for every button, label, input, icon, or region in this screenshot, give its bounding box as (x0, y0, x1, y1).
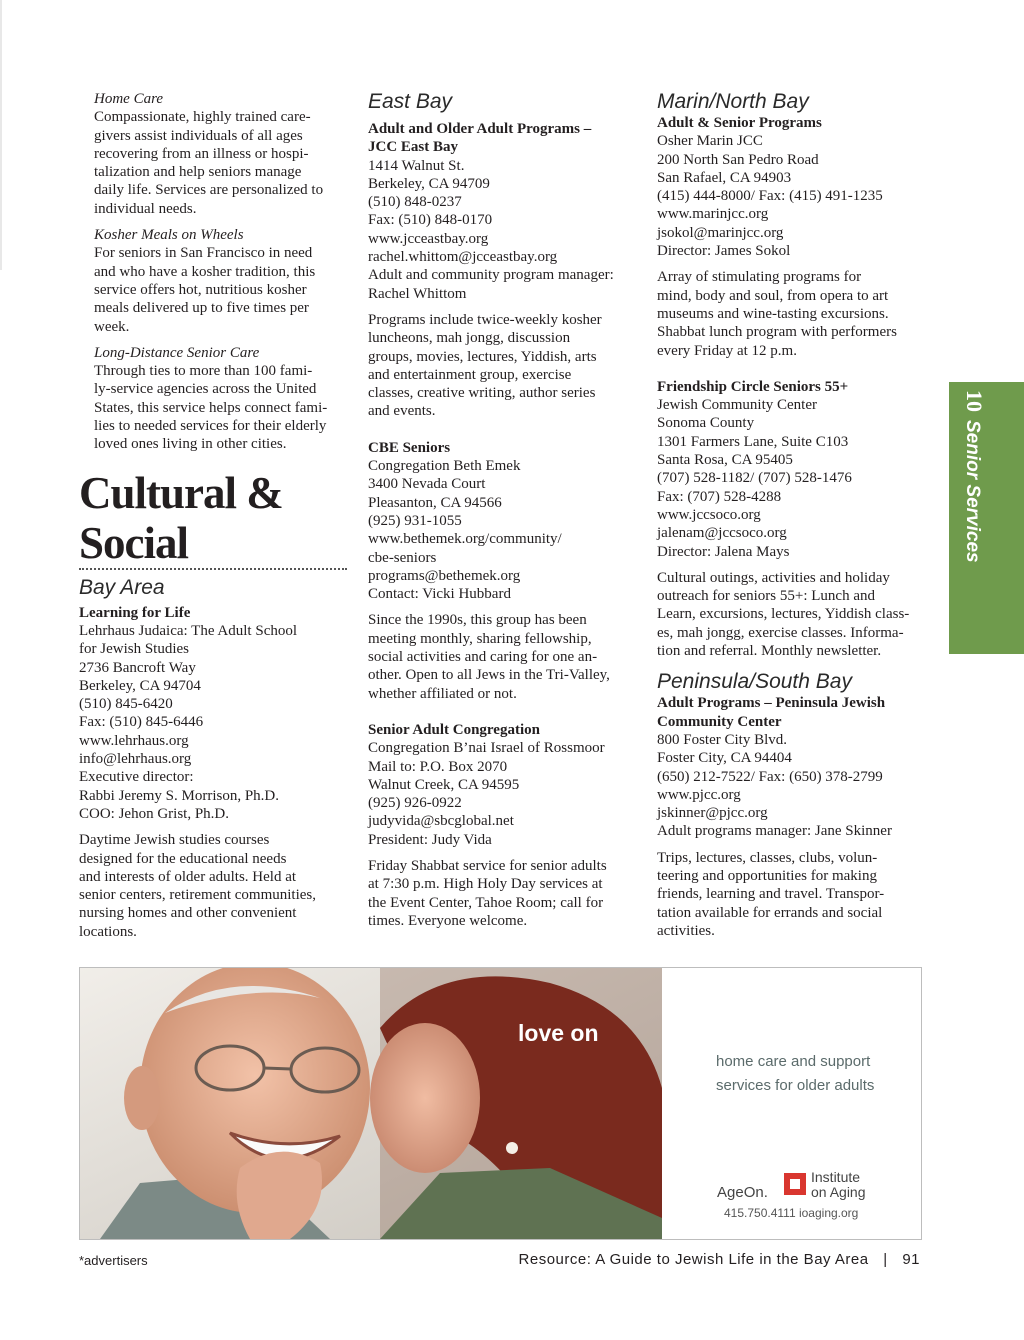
chapter-label: Senior Services (962, 420, 983, 563)
text-line: Adult Programs – Peninsula Jewish (657, 695, 886, 712)
ad-photo-couple (80, 968, 662, 1239)
chapter-number: 10 (962, 390, 987, 412)
region-east-bay: East Bay (368, 90, 453, 113)
text-line: programs@bethemek.org (368, 567, 521, 584)
advertisement (79, 967, 922, 1240)
text-line: classes, creative writing, author series (368, 385, 596, 402)
text-line: jskinner@pjcc.org (657, 805, 768, 822)
text-line: 2736 Bancroft Way (79, 659, 196, 676)
page-number: 91 (902, 1251, 920, 1268)
text-line: www.lehrhaus.org (79, 732, 189, 749)
text-line: tion and referral. Monthly newsletter. (657, 643, 882, 660)
text-line: home care and support (716, 1053, 871, 1070)
text-line: Through ties to more than 100 fami- (94, 363, 313, 380)
text-line: Shabbat lunch program with performers (657, 324, 897, 341)
text-line: talization and help seniors manage (94, 164, 302, 181)
text-line: on Aging (811, 1184, 866, 1200)
text-line: and who have a kosher tradition, this (94, 263, 316, 280)
friendship-circle-contact (657, 396, 929, 561)
text-line: designed for the educational needs (79, 850, 287, 867)
kosher-meals-title: Kosher Meals on Wheels (94, 227, 244, 244)
text-line: Friday Shabbat service for senior adults (368, 857, 607, 874)
footer-separator: | (883, 1251, 888, 1268)
text-line: meeting monthly, sharing fellowship, (368, 630, 592, 647)
text-line: groups, movies, lectures, Yiddish, arts (368, 348, 597, 365)
text-line: luncheons, mah jongg, discussion (368, 330, 571, 347)
text-line: (925) 931-1055 (368, 512, 462, 529)
institute-logo-icon (784, 1173, 806, 1195)
text-line: Contact: Vicki Hubbard (368, 586, 511, 603)
text-line: social activities and caring for one an- (368, 649, 598, 666)
text-line: Sonoma County (657, 415, 755, 432)
text-line: 3400 Nevada Court (368, 476, 486, 493)
text-line: nursing homes and other convenient (79, 905, 297, 922)
text-line: Daytime Jewish studies courses (79, 832, 270, 849)
column-1 (79, 90, 347, 941)
text-line: 800 Foster City Blvd. (657, 731, 788, 748)
text-line: and events. (368, 403, 436, 420)
text-line: Adult programs manager: Jane Skinner (657, 823, 892, 840)
text-line: week. (94, 318, 130, 335)
text-line: Foster City, CA 94404 (657, 750, 792, 767)
text-line: (510) 845-6420 (79, 696, 173, 713)
text-line: Fax: (510) 845-6446 (79, 714, 204, 731)
text-line: Executive director: (79, 769, 194, 786)
region-marin-north-bay: Marin/North Bay (657, 90, 809, 113)
learning-for-life-contact (79, 622, 347, 823)
text-line: Berkeley, CA 94704 (79, 677, 201, 694)
text-line: COO: Jehon Grist, Ph.D. (79, 805, 230, 822)
text-line: givers assist individuals of all ages (94, 127, 303, 144)
text-line: and interests of older adults. Held at (79, 868, 297, 885)
text-line: jsokol@marinjcc.org (657, 224, 784, 241)
page-edge (0, 0, 2, 270)
text-line: lies to needed services for their elderly (94, 418, 327, 435)
text-line: at 7:30 p.m. High Holy Day services at (368, 876, 603, 893)
text-line: Trips, lectures, classes, clubs, volun- (657, 849, 878, 866)
ad-contact: 415.750.4111 ioaging.org (724, 1206, 859, 1220)
ad-tagline (716, 1050, 916, 1098)
text-line: Mail to: P.O. Box 2070 (368, 758, 508, 775)
long-distance-title: Long-Distance Senior Care (94, 344, 260, 361)
text-line: senior centers, retirement communities, (79, 887, 317, 904)
text-line: the Event Center, Tahoe Room; call for (368, 894, 604, 911)
text-line: whether affiliated or not. (368, 685, 517, 702)
text-line: recovering from an illness or hospi- (94, 145, 309, 162)
text-line: Rachel Whittom (368, 285, 467, 302)
chapter-tab (949, 382, 1024, 654)
text-line: friends, learning and travel. Transpor- (657, 886, 885, 903)
text-line: Director: Jalena Mays (657, 543, 790, 560)
text-line: individual needs. (94, 200, 197, 217)
footer-publication (519, 1251, 920, 1268)
text-line: Osher Marin JCC (657, 133, 763, 150)
friendship-circle-name: Friendship Circle Seniors 55+ (657, 378, 849, 395)
senior-adult-congregation-contact (368, 739, 638, 849)
text-line: 200 North San Pedro Road (657, 151, 819, 168)
text-line: services for older adults (716, 1077, 875, 1094)
pjcc-desc (657, 849, 929, 940)
section-rule (79, 568, 347, 570)
text-line: rachel.whittom@jcceastbay.org (368, 249, 558, 266)
text-line: www.marinjcc.org (657, 206, 769, 223)
text-line: ly-service agencies across the United (94, 381, 317, 398)
text-line: Compassionate, highly trained care- (94, 109, 311, 126)
senior-adult-congregation-name: Senior Adult Congregation (368, 721, 540, 738)
text-line: teering and opportunities for making (657, 867, 877, 884)
text-line: (925) 926-0922 (368, 795, 462, 812)
region-bay-area: Bay Area (79, 575, 165, 599)
text-line: activities. (657, 922, 715, 939)
text-line: Walnut Creek, CA 94595 (368, 776, 520, 793)
footer-advertisers-note: *advertisers (79, 1253, 148, 1268)
jcc-east-bay-contact (368, 157, 638, 303)
column-3 (657, 90, 929, 940)
text-line: Adult and community program manager: (368, 267, 614, 284)
text-line: Since the 1990s, this group has been (368, 612, 587, 629)
text-line: San Rafael, CA 94903 (657, 169, 792, 186)
text-line: www.pjcc.org (657, 786, 741, 803)
text-line: (415) 444-8000/ Fax: (415) 491-1235 (657, 188, 883, 205)
section-title-line2: Social (79, 517, 189, 568)
text-line: Community Center (657, 713, 782, 730)
text-line: 1414 Walnut St. (368, 157, 465, 174)
text-line: es, mah jongg, exercise classes. Informa- (657, 624, 904, 641)
text-line: JCC East Bay (368, 139, 459, 156)
friendship-circle-desc (657, 569, 929, 660)
text-line: meals delivered up to five times per (94, 300, 309, 317)
text-line: judyvida@sbcglobal.net (368, 813, 514, 830)
text-line: (650) 212-7522/ Fax: (650) 378-2799 (657, 768, 883, 785)
text-line: www.jccsoco.org (657, 506, 761, 523)
text-line: cbe-seniors (368, 549, 437, 566)
text-line: Institute (811, 1169, 861, 1185)
text-line: times. Everyone welcome. (368, 912, 528, 929)
text-line: Lehrhaus Judaica: The Adult School (79, 622, 298, 639)
home-care-title: Home Care (94, 91, 164, 107)
text-line: Cultural outings, activities and holiday (657, 569, 890, 586)
footer-title: Resource: A Guide to Jewish Life in the Bay Area (518, 1251, 869, 1268)
ad-brand-ageon: AgeOn. (717, 1184, 768, 1201)
section-title-line1: Cultural & (79, 467, 283, 518)
text-line: Director: James Sokol (657, 243, 791, 260)
text-line: President: Judy Vida (368, 831, 492, 848)
text-line: Fax: (707) 528-4288 (657, 488, 782, 505)
cbe-seniors-desc (368, 611, 638, 702)
senior-adult-congregation-desc (368, 857, 638, 930)
text-line: Programs include twice-weekly kosher (368, 311, 602, 328)
text-line: mind, body and soul, from opera to art (657, 287, 889, 304)
text-line: outreach for seniors 55+: Lunch and (657, 588, 875, 605)
home-care-desc (79, 108, 347, 218)
marin-programs-desc (657, 268, 929, 359)
text-line: (510) 848-0237 (368, 194, 462, 211)
text-line: other. Open to all Jews in the Tri-Valley, (368, 667, 610, 684)
learning-for-life-desc (79, 831, 347, 941)
column-2 (368, 90, 638, 930)
text-line: Jewish Community Center (657, 397, 817, 414)
text-line: for Jewish Studies (79, 641, 189, 658)
text-line: locations. (79, 923, 137, 940)
text-line: tation available for errands and social (657, 904, 883, 921)
text-line: jalenam@jccsoco.org (657, 525, 787, 542)
text-line: museums and wine-tasting excursions. (657, 305, 889, 322)
text-line: Pleasanton, CA 94566 (368, 494, 502, 511)
marin-programs-contact (657, 132, 929, 260)
learning-for-life-name: Learning for Life (79, 604, 191, 621)
region-peninsula-south-bay: Peninsula/South Bay (657, 670, 852, 694)
pjcc-name (657, 694, 929, 731)
text-line: Berkeley, CA 94709 (368, 175, 490, 192)
text-line: Adult and Older Adult Programs – (368, 121, 592, 137)
text-line: service offers hot, nutritious kosher (94, 281, 307, 298)
cbe-seniors-name: CBE Seniors (368, 439, 451, 456)
text-line: States, this service helps connect fami- (94, 399, 328, 416)
text-line: daily life. Services are personalized to (94, 182, 324, 199)
ad-brand-institute (811, 1170, 866, 1200)
text-line: loved ones living in other cities. (94, 436, 287, 453)
text-line: (707) 528-1182/ (707) 528-1476 (657, 470, 852, 487)
text-line: every Friday at 12 p.m. (657, 342, 797, 359)
jcc-east-bay-desc (368, 311, 638, 421)
cbe-seniors-contact (368, 457, 638, 603)
text-line: Rabbi Jeremy S. Morrison, Ph.D. (79, 787, 279, 804)
ad-headline: love on (518, 1020, 599, 1046)
long-distance-desc (79, 362, 347, 453)
text-line: Congregation Beth Emek (368, 458, 521, 475)
text-line: and entertainment group, exercise (368, 366, 572, 383)
text-line: Array of stimulating programs for (657, 269, 862, 286)
text-line: info@lehrhaus.org (79, 751, 192, 768)
text-line: 1301 Farmers Lane, Suite C103 (657, 433, 849, 450)
pjcc-contact (657, 731, 929, 841)
marin-programs-name: Adult & Senior Programs (657, 115, 822, 131)
text-line: Fax: (510) 848-0170 (368, 212, 493, 229)
kosher-meals-desc (79, 244, 347, 335)
text-line: Congregation B’nai Israel of Rossmoor (368, 740, 605, 757)
jcc-east-bay-name (368, 120, 638, 157)
text-line: For seniors in San Francisco in need (94, 245, 313, 262)
text-line: www.jcceastbay.org (368, 230, 489, 247)
text-line: Learn, excursions, lectures, Yiddish class- (657, 606, 910, 623)
text-line: www.bethemek.org/community/ (368, 531, 562, 548)
text-line: Santa Rosa, CA 95405 (657, 452, 793, 469)
